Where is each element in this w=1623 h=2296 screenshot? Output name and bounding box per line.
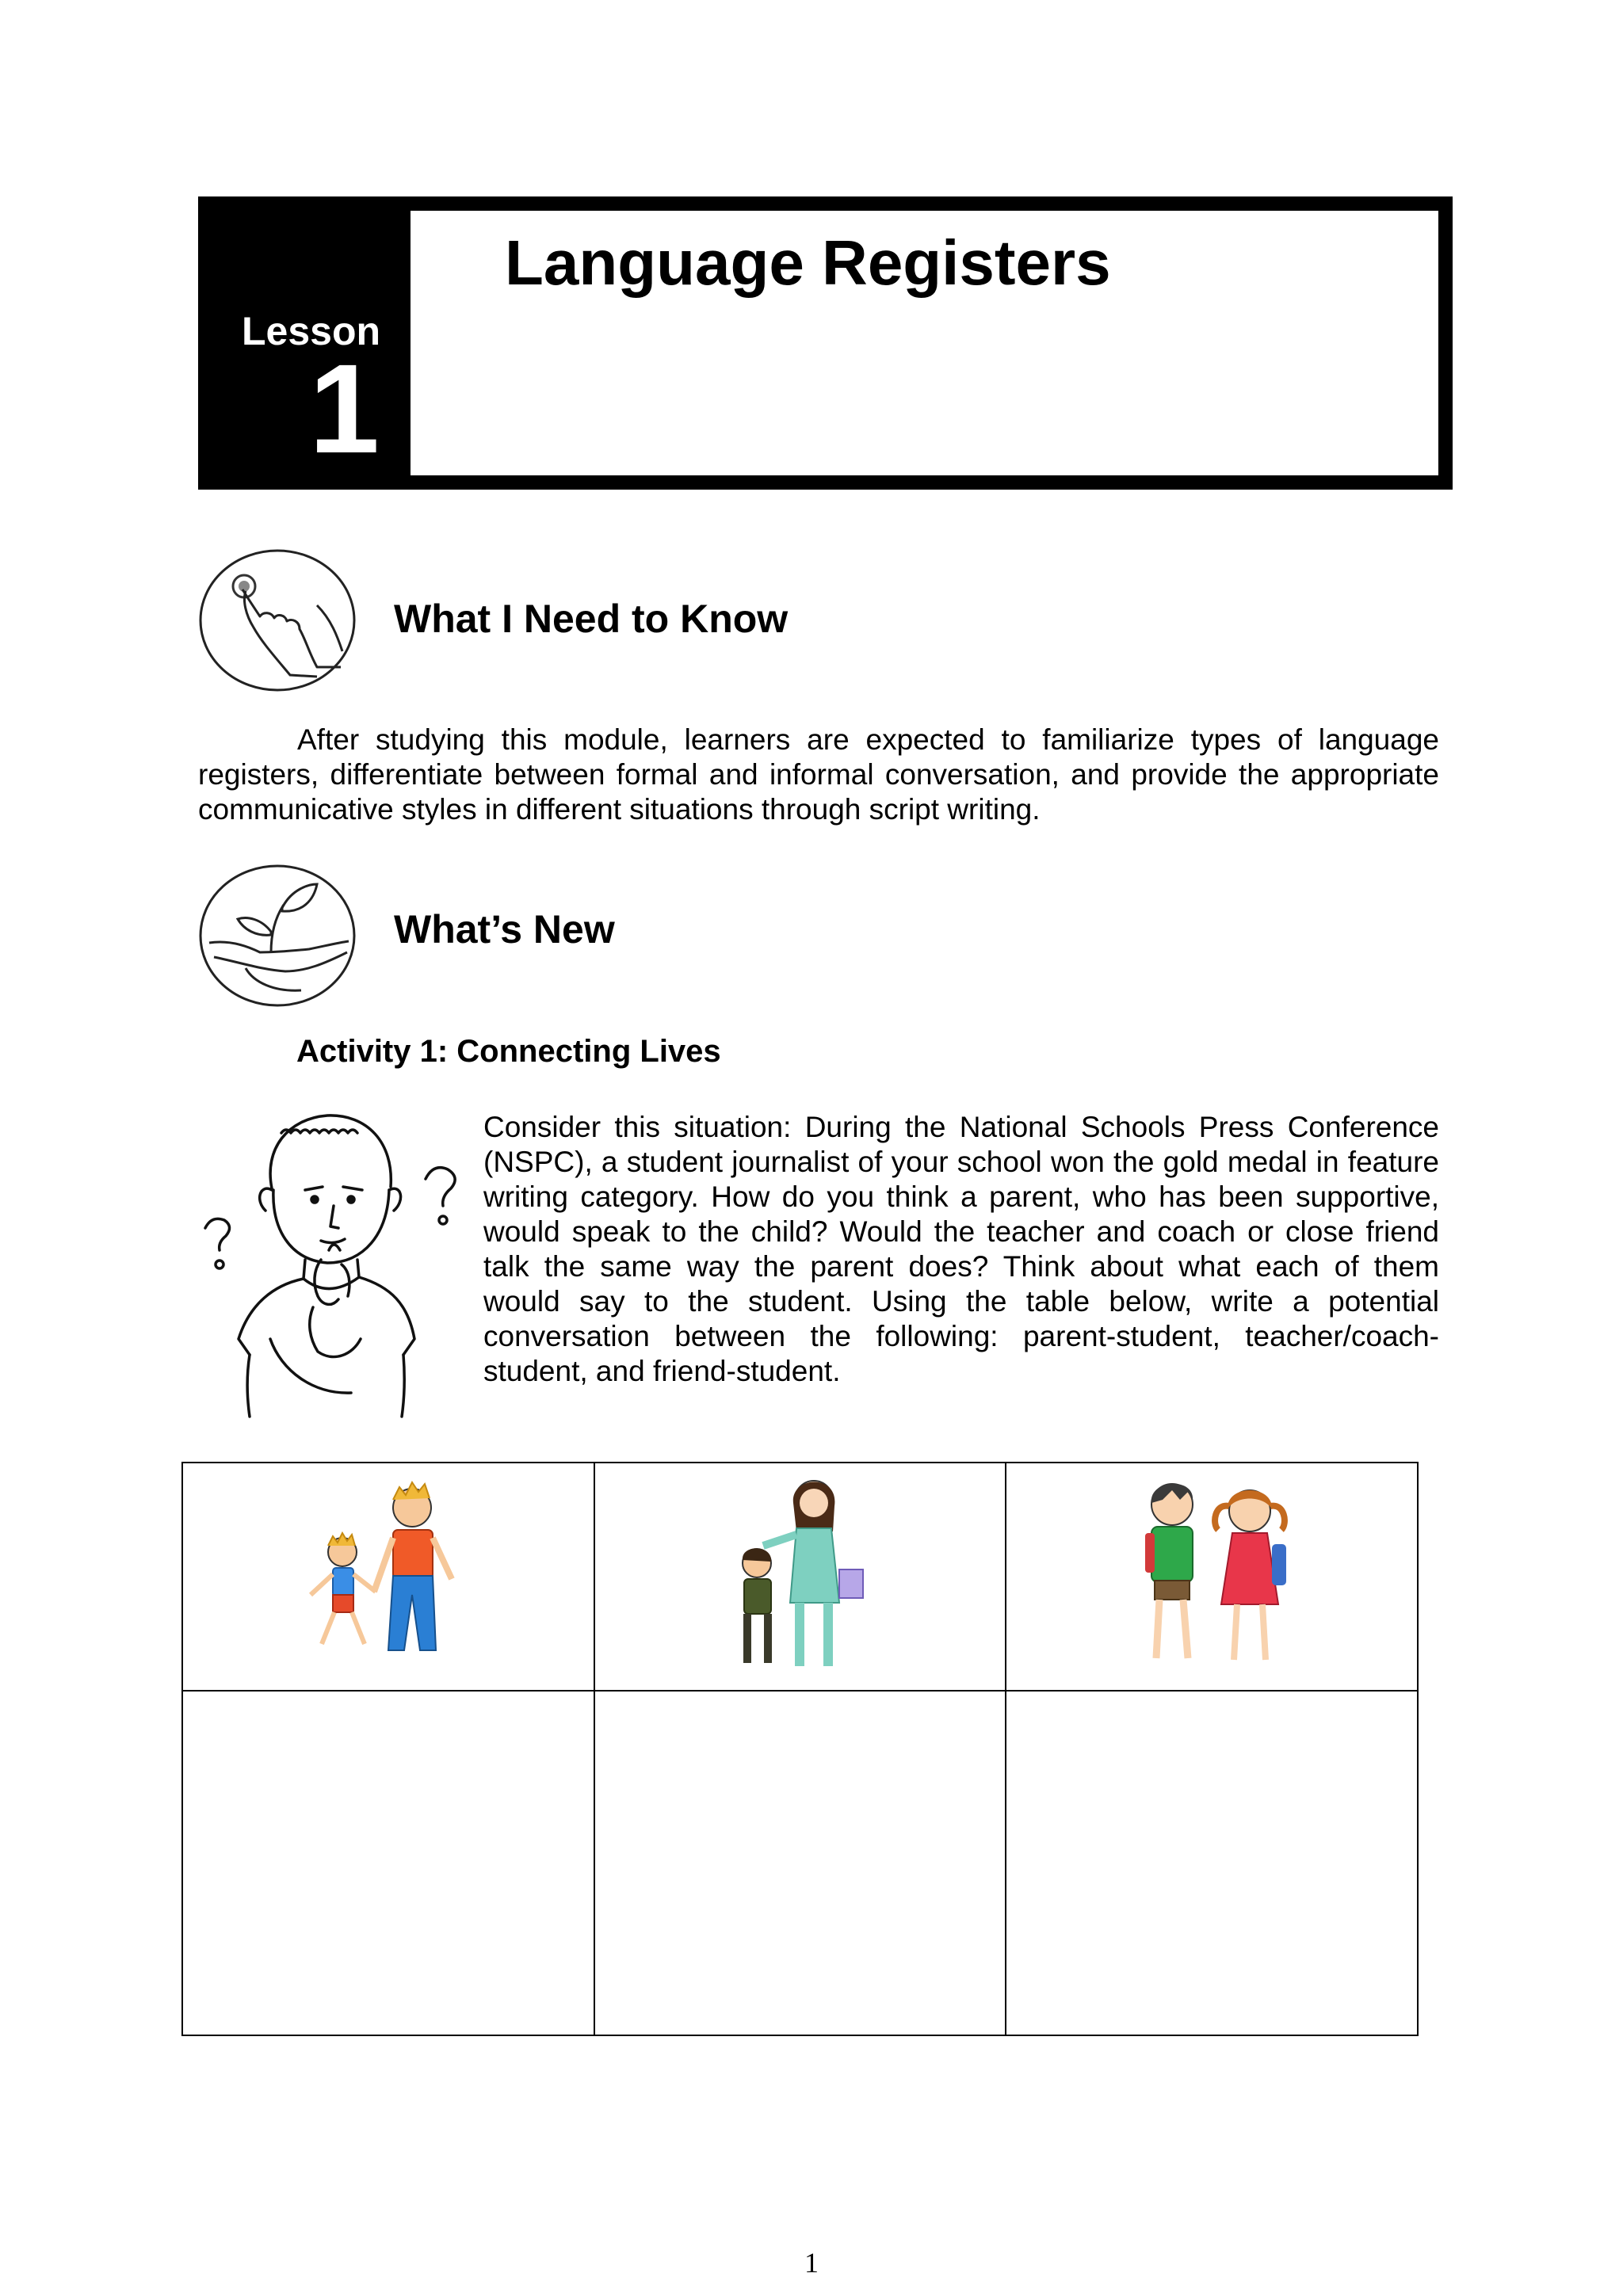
section-title-whats-new: What’s New (394, 907, 615, 952)
intro-paragraph: After studying this module, learners are expected to familiarize types of language registers, differentiate between formal and informal conversation, and provide the appropriate communicative styles in different situations through script writing. (198, 723, 1439, 826)
parent-student-conversation-cell[interactable] (182, 1691, 594, 2035)
situation-paragraph: Consider this situation: During the National Schools Press Conference (NSPC), a student journalist of your school won the gold medal in feature writing category. How do you think a parent, who has been supportive, would speak to the child? Would the teacher and coach or close friend talk the same way the parent does? Think about what each of them would say to the student. Using the table below, write a potential conversation between the following: parent-student, teacher/coach-student, and friend-student. (483, 1111, 1439, 1387)
teacher-student-conversation-cell[interactable] (594, 1691, 1006, 2035)
lesson-title: Language Registers (505, 227, 1111, 298)
writing-row (182, 1691, 1418, 2035)
friend-student-conversation-cell[interactable] (1006, 1691, 1418, 2035)
table-cell-friends-picture (1006, 1463, 1418, 1691)
page-number: 1 (804, 2247, 819, 2279)
parent-and-child-icon (277, 1476, 499, 1674)
table-cell-parent-picture (182, 1463, 594, 1691)
sprout-in-hand-icon (198, 864, 357, 1008)
lesson-number: 1 (309, 338, 380, 479)
teacher-and-student-icon (720, 1468, 879, 1682)
conversation-table (181, 1462, 1419, 2036)
lesson-title-box (411, 211, 1438, 475)
section-title-need-to-know: What I Need to Know (394, 597, 789, 641)
lesson-label: Lesson (242, 309, 381, 353)
friends-icon (1117, 1468, 1307, 1682)
pointing-hand-icon (198, 548, 357, 692)
picture-row (182, 1463, 1418, 1691)
activity-title: Activity 1: Connecting Lives (296, 1034, 721, 1069)
lesson-header (198, 196, 1453, 490)
thinking-boy-icon (194, 1101, 468, 1418)
table-cell-teacher-picture (594, 1463, 1006, 1691)
